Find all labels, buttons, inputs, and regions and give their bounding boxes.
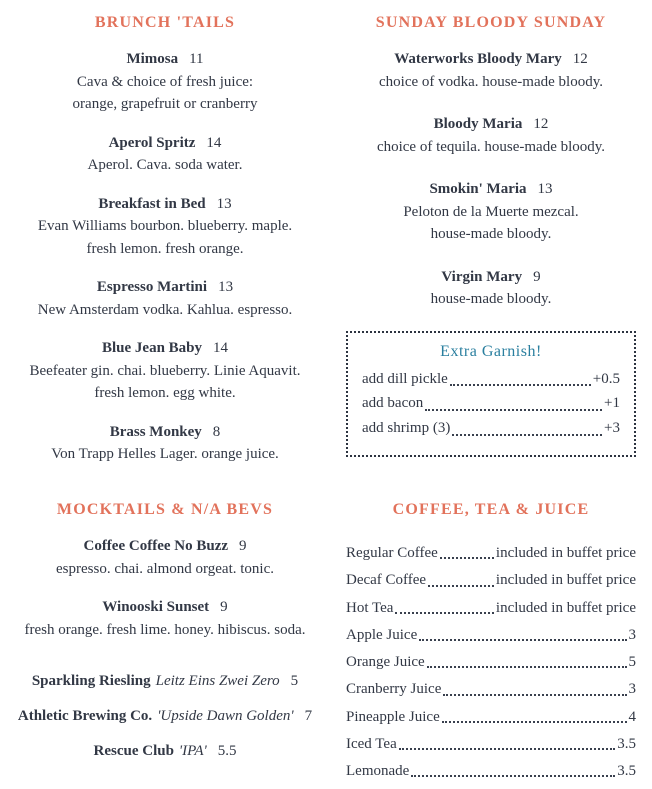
dot-leader xyxy=(399,748,616,750)
menu-item-virgin-mary xyxy=(346,266,636,311)
section-title-brunch-tails: BRUNCH 'TAILS xyxy=(94,14,236,31)
left-column xyxy=(0,10,326,788)
item-price: 12 xyxy=(572,51,588,67)
menu-item-waterworks-bloody-mary xyxy=(346,48,636,93)
menu-item-aperol-spritz xyxy=(12,132,318,177)
coffee-label: Apple Juice xyxy=(346,626,418,643)
item-detail: 'Upside Dawn Golden' xyxy=(157,707,294,724)
item-price: 13 xyxy=(218,279,234,295)
item-name: Brass Monkey xyxy=(109,423,202,440)
item-name: Blue Jean Baby xyxy=(101,340,203,356)
item-detail: Leitz Eins Zwei Zero xyxy=(155,673,280,689)
item-price: 7 xyxy=(304,707,313,724)
item-name: Aperol Spritz xyxy=(108,134,196,151)
extra-garnish-box xyxy=(346,331,636,457)
dot-leader xyxy=(411,775,615,777)
item-desc: house-made bloody. xyxy=(430,226,552,242)
item-desc: espresso. chai. almond orgeat. tonic. xyxy=(56,560,274,577)
item-desc: New Amsterdam vodka. Kahlua. espresso. xyxy=(37,301,293,318)
item-desc: Cava & choice of fresh juice: xyxy=(76,73,254,90)
section-coffee-tea-juice xyxy=(346,501,636,781)
item-price: 9 xyxy=(220,599,228,615)
garnish-price: +0.5 xyxy=(592,370,620,387)
dot-leader xyxy=(443,694,626,696)
coffee-label: Pineapple Juice xyxy=(346,708,440,725)
item-name: Smokin' Maria xyxy=(429,181,527,197)
item-desc: fresh lemon. egg white. xyxy=(94,385,236,401)
item-desc: fresh lemon. fresh orange. xyxy=(86,240,244,257)
item-price: 14 xyxy=(213,340,229,356)
item-name: Winooski Sunset xyxy=(102,599,210,615)
item-price: 12 xyxy=(533,116,549,132)
menu-item-rescue-club xyxy=(12,741,318,763)
garnish-price: +3 xyxy=(604,420,620,436)
menu-item-brass-monkey xyxy=(12,421,318,466)
menu-item-bloody-maria xyxy=(346,113,636,158)
item-desc: Aperol. Cava. soda water. xyxy=(87,157,243,173)
item-name: Espresso Martini xyxy=(96,279,208,295)
item-desc: Von Trapp Helles Lager. orange juice. xyxy=(51,446,279,462)
menu-item-coffee-coffee-no-buzz xyxy=(12,535,318,580)
coffee-label: Lemonade xyxy=(346,763,410,779)
item-desc: Peloton de la Muerte mezcal. xyxy=(403,203,579,220)
coffee-label: Decaf Coffee xyxy=(346,572,427,589)
section-sunday-bloody-sunday xyxy=(346,14,636,497)
item-price: 5.5 xyxy=(217,742,237,759)
item-desc: Beefeater gin. chai. blueberry. Linie Aquavit. xyxy=(29,362,301,379)
item-desc: house-made bloody. xyxy=(430,291,552,307)
coffee-row xyxy=(346,761,636,781)
coffee-label: Regular Coffee xyxy=(346,545,438,561)
menu-item-athletic-brewing xyxy=(12,706,318,728)
coffee-value: 3 xyxy=(628,681,636,698)
spacer xyxy=(12,657,318,671)
menu-item-blue-jean-baby xyxy=(12,337,318,405)
coffee-value: 4 xyxy=(628,708,636,725)
coffee-item-list xyxy=(346,543,636,781)
item-desc: choice of vodka. house-made bloody. xyxy=(379,73,603,90)
coffee-row xyxy=(346,543,636,563)
coffee-row xyxy=(346,734,636,754)
coffee-value: included in buffet price xyxy=(495,572,636,589)
menu-item-espresso-martini xyxy=(12,276,318,321)
section-title-coffee: COFFEE, TEA & JUICE xyxy=(392,501,590,518)
garnish-label: add bacon xyxy=(362,395,424,412)
dot-leader xyxy=(450,384,591,386)
coffee-row xyxy=(346,679,636,699)
section-title-bloody: SUNDAY BLOODY SUNDAY xyxy=(375,14,607,31)
coffee-label: Hot Tea xyxy=(346,599,394,616)
garnish-row xyxy=(362,418,620,440)
coffee-row xyxy=(346,570,636,590)
menu-item-winooski-sunset xyxy=(12,596,318,641)
item-name: Mimosa xyxy=(126,51,179,67)
menu-item-breakfast-in-bed xyxy=(12,193,318,261)
coffee-row xyxy=(346,598,636,618)
item-desc: Evan Williams bourbon. blueberry. maple. xyxy=(37,218,293,234)
coffee-value: 5 xyxy=(628,654,636,670)
item-name: Coffee Coffee No Buzz xyxy=(83,538,229,554)
coffee-value: included in buffet price xyxy=(495,545,636,561)
coffee-value: 3.5 xyxy=(617,763,636,779)
menu-item-mimosa xyxy=(12,48,318,116)
right-column xyxy=(326,10,652,788)
item-price: 13 xyxy=(537,181,553,197)
garnish-label: add shrimp (3) xyxy=(362,420,451,436)
item-name: Breakfast in Bed xyxy=(98,195,206,212)
section-title-mocktails: MOCKTAILS & N/A BEVS xyxy=(56,501,274,518)
item-price: 9 xyxy=(533,268,541,285)
coffee-label: Iced Tea xyxy=(346,735,397,752)
item-price: 13 xyxy=(216,195,232,212)
dot-leader xyxy=(452,434,602,436)
coffee-row xyxy=(346,707,636,727)
section-brunch-tails xyxy=(12,14,318,497)
coffee-value: included in buffet price xyxy=(495,599,636,616)
section-mocktails xyxy=(12,501,318,762)
dot-leader xyxy=(425,409,602,411)
coffee-label: Cranberry Juice xyxy=(346,681,442,698)
garnish-title: Extra Garnish! xyxy=(440,342,542,360)
item-desc: orange, grapefruit or cranberry xyxy=(72,96,258,112)
item-price: 8 xyxy=(212,423,221,440)
item-price: 9 xyxy=(239,538,247,554)
item-name: Sparkling Riesling xyxy=(31,673,151,689)
coffee-value: 3.5 xyxy=(617,735,636,752)
dot-leader xyxy=(419,639,626,641)
coffee-row xyxy=(346,652,636,672)
coffee-label: Orange Juice xyxy=(346,654,425,670)
menu-item-sparkling-riesling xyxy=(12,671,318,693)
dot-leader xyxy=(427,666,627,668)
coffee-row xyxy=(346,625,636,645)
item-name: Virgin Mary xyxy=(441,268,523,285)
dot-leader xyxy=(428,585,494,587)
garnish-price: +1 xyxy=(604,395,620,412)
dot-leader xyxy=(395,612,493,614)
item-name: Bloody Maria xyxy=(433,116,523,132)
garnish-row xyxy=(362,393,620,415)
dot-leader xyxy=(442,721,627,723)
item-price: 11 xyxy=(189,51,204,67)
garnish-row xyxy=(362,369,620,391)
item-desc: choice of tequila. house-made bloody. xyxy=(376,138,606,155)
garnish-label: add dill pickle xyxy=(362,370,448,387)
item-price: 5 xyxy=(290,673,299,689)
dot-leader xyxy=(440,557,494,559)
coffee-value: 3 xyxy=(628,626,636,643)
bloody-item-list xyxy=(346,48,636,311)
item-name: Rescue Club xyxy=(93,742,174,759)
item-price: 14 xyxy=(206,134,222,151)
item-detail: 'IPA' xyxy=(178,742,207,759)
menu-item-smokin-maria xyxy=(346,178,636,246)
item-desc: fresh orange. fresh lime. honey. hibiscus. soda. xyxy=(24,621,306,638)
item-name: Athletic Brewing Co. xyxy=(17,707,153,724)
item-name: Waterworks Bloody Mary xyxy=(394,51,562,67)
